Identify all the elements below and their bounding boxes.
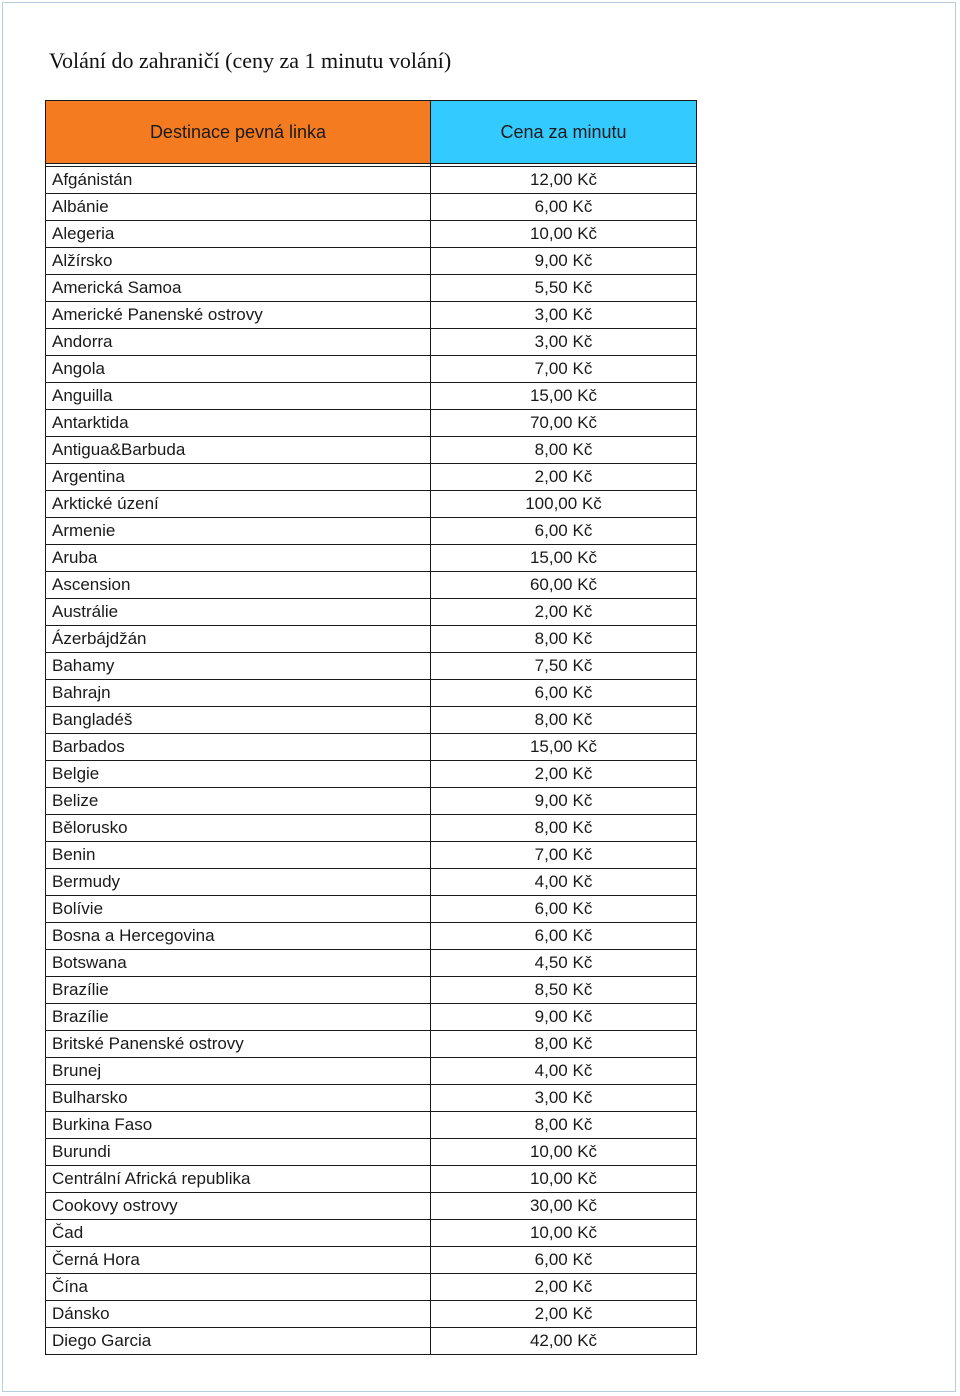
- price-cell: 6,00 Kč: [431, 518, 697, 545]
- destination-cell: Austrálie: [46, 599, 431, 626]
- price-cell: 9,00 Kč: [431, 1004, 697, 1031]
- destination-cell: Belgie: [46, 761, 431, 788]
- table-row: [46, 545, 697, 572]
- destination-cell: Cookovy ostrovy: [46, 1193, 431, 1220]
- price-cell: 8,00 Kč: [431, 707, 697, 734]
- price-cell: 3,00 Kč: [431, 329, 697, 356]
- destination-cell: Bangladéš: [46, 707, 431, 734]
- table-row: [46, 1220, 697, 1247]
- destination-cell: Černá Hora: [46, 1247, 431, 1274]
- table-row: [46, 1274, 697, 1301]
- price-cell: 6,00 Kč: [431, 923, 697, 950]
- table-row: [46, 356, 697, 383]
- price-cell: 2,00 Kč: [431, 1274, 697, 1301]
- table-row: [46, 1139, 697, 1166]
- destination-cell: Alžírsko: [46, 248, 431, 275]
- table-row: [46, 1085, 697, 1112]
- price-cell: 4,50 Kč: [431, 950, 697, 977]
- destination-cell: Albánie: [46, 194, 431, 221]
- table-row: [46, 464, 697, 491]
- price-cell: 2,00 Kč: [431, 599, 697, 626]
- table-row: [46, 1166, 697, 1193]
- price-cell: 6,00 Kč: [431, 680, 697, 707]
- table-row: [46, 761, 697, 788]
- destination-cell: Čad: [46, 1220, 431, 1247]
- price-cell: 2,00 Kč: [431, 761, 697, 788]
- price-cell: 4,00 Kč: [431, 1058, 697, 1085]
- destination-cell: Bahrajn: [46, 680, 431, 707]
- table-row: [46, 1004, 697, 1031]
- destination-cell: Burundi: [46, 1139, 431, 1166]
- price-cell: 3,00 Kč: [431, 1085, 697, 1112]
- table-body: [46, 164, 697, 1355]
- destination-cell: Ascension: [46, 572, 431, 599]
- destination-cell: Argentina: [46, 464, 431, 491]
- table-row: [46, 329, 697, 356]
- destination-cell: Bosna a Hercegovina: [46, 923, 431, 950]
- price-cell: 6,00 Kč: [431, 1247, 697, 1274]
- table-row: [46, 302, 697, 329]
- destination-cell: Burkina Faso: [46, 1112, 431, 1139]
- price-cell: 7,00 Kč: [431, 356, 697, 383]
- destination-cell: Bulharsko: [46, 1085, 431, 1112]
- destination-cell: Andorra: [46, 329, 431, 356]
- destination-cell: Bolívie: [46, 896, 431, 923]
- table-row: [46, 1112, 697, 1139]
- destination-cell: Bahamy: [46, 653, 431, 680]
- price-cell: 5,50 Kč: [431, 275, 697, 302]
- price-cell: 10,00 Kč: [431, 1166, 697, 1193]
- destination-cell: Britské Panenské ostrovy: [46, 1031, 431, 1058]
- table-row: [46, 734, 697, 761]
- header-price: Cena za minutu: [431, 101, 697, 164]
- table-row: [46, 221, 697, 248]
- table-row: [46, 518, 697, 545]
- destination-cell: Centrální Africká republika: [46, 1166, 431, 1193]
- table-row: [46, 383, 697, 410]
- price-cell: 2,00 Kč: [431, 1301, 697, 1328]
- table-row: [46, 626, 697, 653]
- header-destination: Destinace pevná linka: [46, 101, 431, 164]
- table-row: [46, 599, 697, 626]
- table-row: [46, 248, 697, 275]
- destination-cell: Ázerbájdžán: [46, 626, 431, 653]
- destination-cell: Alegeria: [46, 221, 431, 248]
- destination-cell: Diego Garcia: [46, 1328, 431, 1355]
- destination-cell: Botswana: [46, 950, 431, 977]
- table-row: [46, 680, 697, 707]
- price-cell: 15,00 Kč: [431, 545, 697, 572]
- price-cell: 15,00 Kč: [431, 383, 697, 410]
- table-row: [46, 491, 697, 518]
- table-row: [46, 815, 697, 842]
- destination-cell: Angola: [46, 356, 431, 383]
- table-row: [46, 788, 697, 815]
- table-row: [46, 167, 697, 194]
- destination-cell: Barbados: [46, 734, 431, 761]
- table-row: [46, 572, 697, 599]
- price-cell: 100,00 Kč: [431, 491, 697, 518]
- table-row: [46, 707, 697, 734]
- destination-cell: Anguilla: [46, 383, 431, 410]
- price-cell: 6,00 Kč: [431, 896, 697, 923]
- table-row: [46, 1301, 697, 1328]
- destination-cell: Bělorusko: [46, 815, 431, 842]
- destination-cell: Antarktida: [46, 410, 431, 437]
- destination-cell: Brunej: [46, 1058, 431, 1085]
- price-cell: 15,00 Kč: [431, 734, 697, 761]
- price-cell: 3,00 Kč: [431, 302, 697, 329]
- table-row: [46, 1031, 697, 1058]
- table-row: [46, 194, 697, 221]
- table-row: [46, 950, 697, 977]
- destination-cell: Čína: [46, 1274, 431, 1301]
- table-row: [46, 896, 697, 923]
- price-cell: 6,00 Kč: [431, 194, 697, 221]
- price-cell: 10,00 Kč: [431, 221, 697, 248]
- table-row: [46, 410, 697, 437]
- destination-cell: Aruba: [46, 545, 431, 572]
- destination-cell: Antigua&Barbuda: [46, 437, 431, 464]
- table-row: [46, 842, 697, 869]
- rates-table: [45, 100, 697, 1355]
- price-cell: 8,50 Kč: [431, 977, 697, 1004]
- destination-cell: Americké Panenské ostrovy: [46, 302, 431, 329]
- table-row: [46, 1247, 697, 1274]
- table-row: [46, 653, 697, 680]
- price-cell: 8,00 Kč: [431, 437, 697, 464]
- table-row: [46, 437, 697, 464]
- price-cell: 10,00 Kč: [431, 1139, 697, 1166]
- table-row: [46, 923, 697, 950]
- price-cell: 9,00 Kč: [431, 248, 697, 275]
- table-row: [46, 977, 697, 1004]
- table-header-row: [46, 101, 697, 164]
- destination-cell: Armenie: [46, 518, 431, 545]
- price-cell: 8,00 Kč: [431, 626, 697, 653]
- price-cell: 12,00 Kč: [431, 167, 697, 194]
- price-cell: 8,00 Kč: [431, 1112, 697, 1139]
- price-cell: 8,00 Kč: [431, 815, 697, 842]
- destination-cell: Arktické úzení: [46, 491, 431, 518]
- price-cell: 10,00 Kč: [431, 1220, 697, 1247]
- destination-cell: Afgánistán: [46, 167, 431, 194]
- price-cell: 7,50 Kč: [431, 653, 697, 680]
- table-row: [46, 1328, 697, 1355]
- price-cell: 70,00 Kč: [431, 410, 697, 437]
- destination-cell: Brazílie: [46, 977, 431, 1004]
- destination-cell: Bermudy: [46, 869, 431, 896]
- price-cell: 7,00 Kč: [431, 842, 697, 869]
- table-row: [46, 1193, 697, 1220]
- destination-cell: Brazílie: [46, 1004, 431, 1031]
- table-row: [46, 275, 697, 302]
- destination-cell: Dánsko: [46, 1301, 431, 1328]
- destination-cell: Americká Samoa: [46, 275, 431, 302]
- destination-cell: Benin: [46, 842, 431, 869]
- table-row: [46, 1058, 697, 1085]
- table-row: [46, 869, 697, 896]
- price-cell: 60,00 Kč: [431, 572, 697, 599]
- price-cell: 30,00 Kč: [431, 1193, 697, 1220]
- price-cell: 42,00 Kč: [431, 1328, 697, 1355]
- price-cell: 8,00 Kč: [431, 1031, 697, 1058]
- price-cell: 2,00 Kč: [431, 464, 697, 491]
- destination-cell: Belize: [46, 788, 431, 815]
- price-cell: 4,00 Kč: [431, 869, 697, 896]
- price-cell: 9,00 Kč: [431, 788, 697, 815]
- page-title: Volání do zahraničí (ceny za 1 minutu volání): [49, 48, 452, 73]
